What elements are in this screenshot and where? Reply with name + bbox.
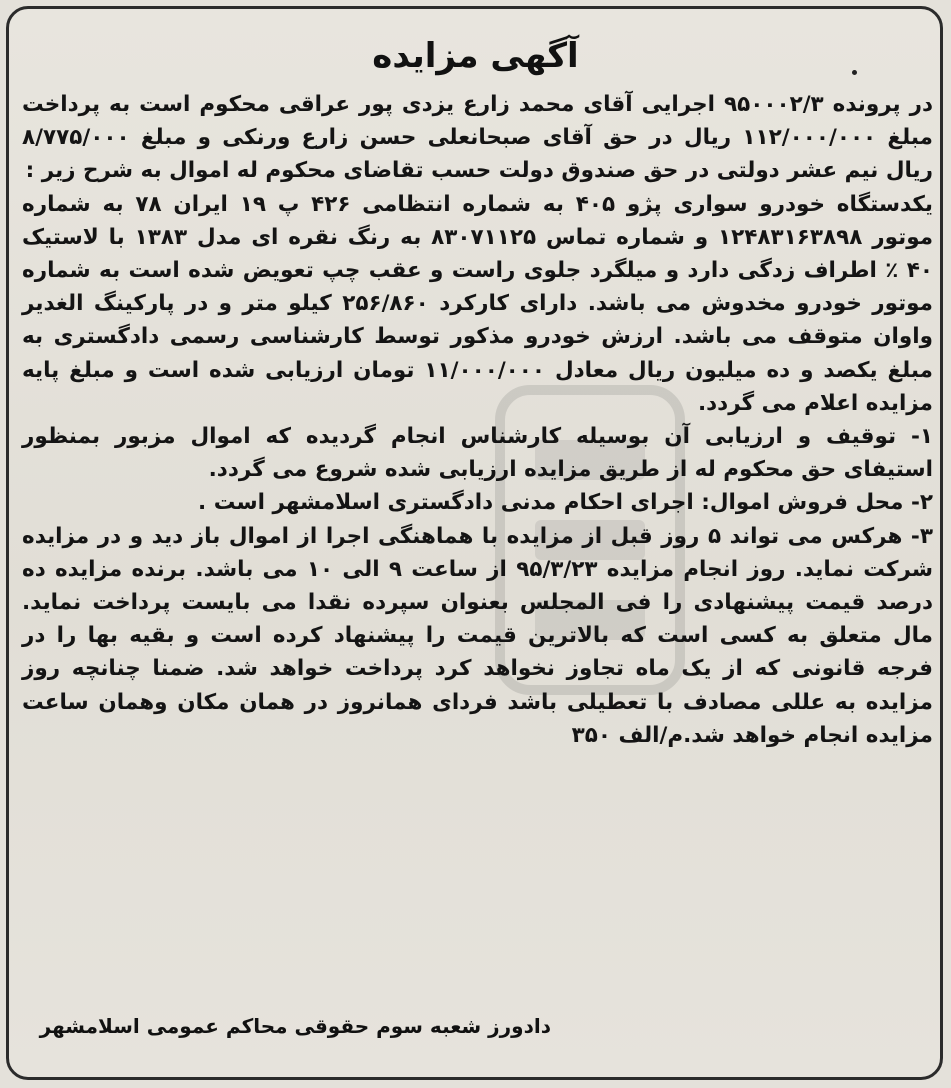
notice-paragraph-clause-2: ۲- محل فروش اموال: اجرای احکام مدنی دادگستری اسلامشهر است .	[198, 490, 933, 516]
notice-paragraph-clause-1: ۱- توقیف و ارزیابی آن بوسیله کارشناس انجام گردیده که اموال مزبور بمنظور استیفای حق محکوم له از طریق مزایده ارزیابی شده شروع می گردد.	[22, 424, 933, 483]
notice-paragraph-vehicle: یکدستگاه خودرو سواری پژو ۴۰۵ به شماره انتظامی ۴۲۶ پ ۱۹ ایران ۷۸ به شماره موتور ۱۲۴۸۳۱۶۳۸۹۸ و شماره تماس ۸۳۰۷۱۱۲۵ به رنگ نقره ای مدل ۱۳۸۳ با لاستیک ۴۰ ٪ اطراف زدگی دارد و میلگرد جلوی راست و عقب چپ تعویض شده است به شماره موتور خودرو مخدوش می باشد. دارای کارکرد ۲۵۶/۸۶۰ کیلو متر و در پارکینگ الغدیر واوان متوقف می باشد. ارزش خودرو مذکور توسط کارشناسی رسمی دادگستری به مبلغ یکصد و ده میلیون ریال معادل ۱۱/۰۰۰/۰۰۰ تومان ارزیابی شده است و مبلغ پایه مزایده اعلام می گردد.	[22, 191, 934, 416]
notice-paragraph-case: در پرونده ۹۵۰۰۰۲/۳ اجرایی آقای محمد زارع یزدی پور عراقی محکوم است به پرداخت مبلغ ۱۱۲/۰۰۰/۰۰۰ ریال در حق آقای صبحانعلی حسن زارع ورنکی و مبلغ ۸/۷۷۵/۰۰۰ ریال نیم عشر دولتی در حق صندوق دولت حسب تقاضای محکوم له اموال به شرح زیر :	[22, 92, 933, 184]
notice-paragraph-clause-3: ۳- هرکس می تواند ۵ روز قبل از مزایده با هماهنگی اجرا از اموال باز دید و در مزایده شرکت نماید. روز انجام مزایده ۹۵/۳/۲۳ از ساعت ۹ الی ۱۰ می باشد. برنده مزایده ده درصد قیمت پیشنهادی را فی المجلس بعنوان سپرده نقدا می بایست پرداخت نماید. مال متعلق به کسی است که بالاترین قیمت را پیشنهاد کرده است و بقیه بها را در فرجه قانونی که از یک ماه تجاوز نخواهد کرد پرداخت خواهد شد. ضمنا چنانچه روز مزایده به عللی مصادف با تعطیلی باشد فردای همانروز در همان مکان وهمان ساعت مزایده انجام خواهد شد.م/الف ۳۵۰	[22, 523, 933, 748]
notice-body	[22, 88, 933, 752]
notice-signature: دادورز شعبه سوم حقوقی محاکم عمومی اسلامشهر	[39, 1014, 551, 1038]
notice-title: آگهی مزایده	[372, 36, 579, 76]
